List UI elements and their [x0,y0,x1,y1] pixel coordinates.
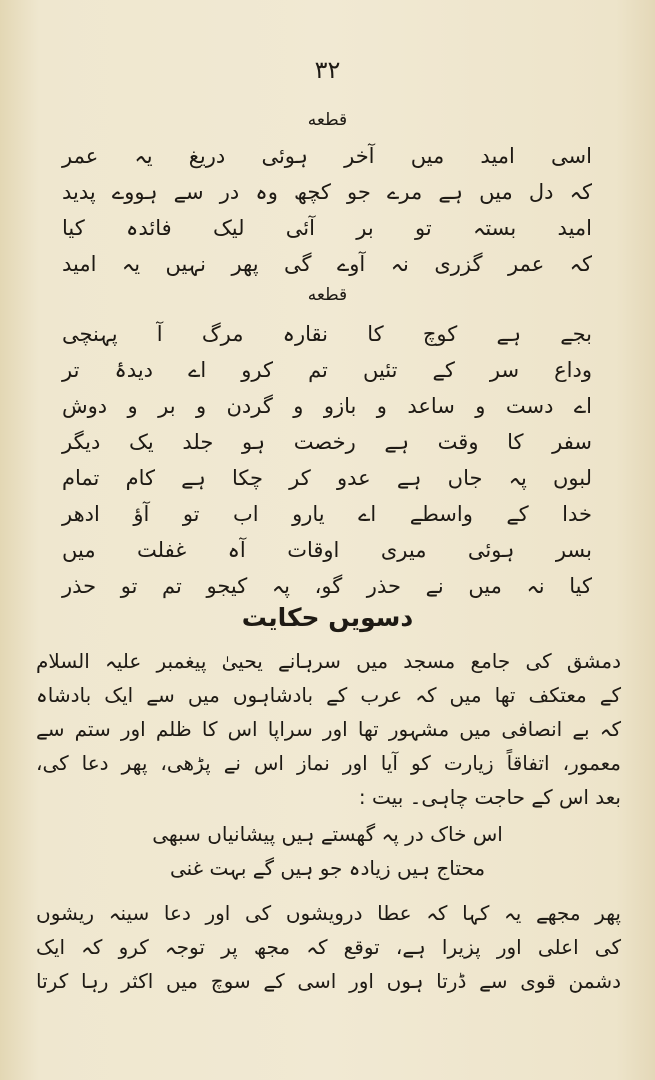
qita-heading-2: قطعه [307,285,348,305]
qita2-line-4: سفر کا وقت ہے رخصت ہو جلد یک دیگر [62,430,592,454]
qita1-line-1: اسی امید میں آخر ہوئی دریغ یہ عمر [62,144,592,168]
qita2-line-8: کیا نہ میں نے حذر گو، پہ کیجو تم تو حذر [62,574,592,598]
qita2-line-3: اے دست و ساعد و بازو و گردن و بر و دوش [62,394,592,418]
story-title: دسویں حکایت [241,603,414,632]
story-line-2: کے معتکف تھا میں کہ عرب کے بادشاہوں میں سے ایک بادشاہ [36,683,621,707]
qita-heading-1: قطعه [307,110,348,130]
qita2-line-5: لبوں پہ جاں ہے عدو کر چکا ہے کام تمام [62,466,592,490]
qita1-line-2: کہ دل میں ہے مرے جو کچھ وہ در سے ہووے پدید [62,180,592,204]
couplet-line-2: محتاج ہیں زیادہ جو ہیں گے بہت غنی [169,856,486,880]
story-line-3: کہ بے انصافی میں مشہور تھا اور سراپا اس کا ظلم اور ستم سے [36,717,621,741]
qita2-line-6: خدا کے واسطے اے یارو اب تو آؤ ادھر [62,502,592,526]
couplet-line-1: اس خاک در پہ گھستے ہیں پیشانیاں سبھی [152,822,503,846]
continuation-line-3: دشمن قوی سے ڈرتا ہوں اور اسی کے سوچ میں اکثر رہا کرتا [36,969,621,993]
qita2-line-1: بجے ہے کوچ کا نقارہ مرگ آ پہنچی [62,322,592,346]
page-number: ۳۲ [314,56,341,84]
qita1-line-3: امید بستہ تو بر آئی لیک فائدہ کیا [62,216,592,240]
story-line-4: معمور، اتفاقاً زیارت کو آیا اور نماز اس نے پڑھی، پھر دعا کی، [36,751,621,775]
continuation-line-2: کی اعلی اور پزیرا ہے، توقع کہ مجھ پر توجہ کرو کہ ایک [36,935,621,959]
qita2-line-2: وداع سر کے تئیں تم کرو اے دیدۂ تر [62,358,592,382]
qita1-line-4: کہ عمر گزری نہ آوے گی پھر نہیں یہ امید [62,252,592,276]
continuation-line-1: پھر مجھے یہ کہا کہ عطا درویشوں کی اور دعا سینہ ریشوں [36,901,621,925]
story-line-1: دمشق کی جامع مسجد میں سرہانے یحییٰ پیغمبر علیہ السلام [36,649,621,673]
qita2-line-7: بسر ہوئی میری اوقات آہ غفلت میں [62,538,592,562]
story-line-5: بعد اس کے حاجت چاہی۔ بیت : [358,785,621,809]
